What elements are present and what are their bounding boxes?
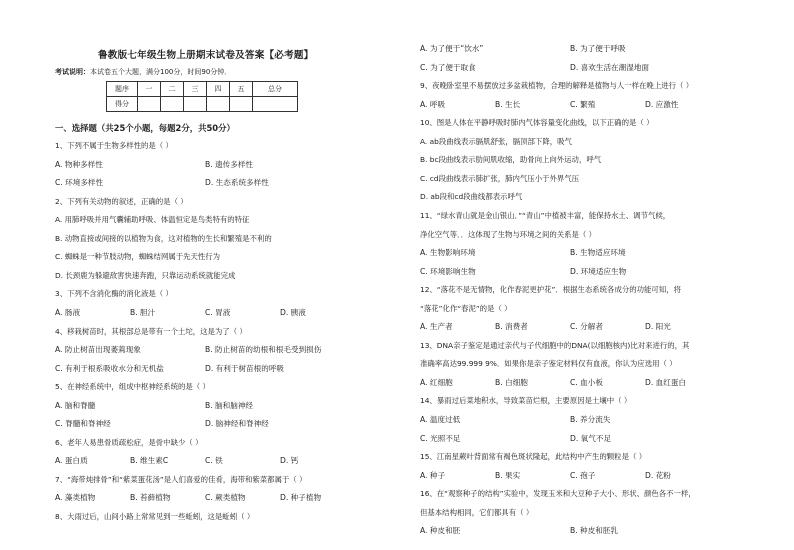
option-item: C. 胃液 (205, 307, 231, 317)
question-line: 1、下列不属于生物多样性的是（ ） (55, 141, 173, 150)
option-item: C. 蕨类植物 (205, 493, 246, 503)
option-item: B. 遗传多样性 (205, 159, 254, 169)
score-cell: 四 (207, 82, 230, 97)
exam-note (55, 67, 231, 78)
option-line: A. ab段曲线表示膈肌舒张，膈顶部下降，吸气 (420, 136, 572, 146)
question-line: 9、夜晚卧室里不易摆放过多盆栽植物，合理的解释是植物与人一样在晚上进行（ ） (420, 81, 694, 91)
question-line: 11、“绿水青山就是金山银山．”“青山”中植被丰富，能保持水土、调节气候， (420, 210, 671, 220)
question-line: 但基本结构相同，它们都具有（ ） (420, 507, 534, 517)
score-cell[interactable] (230, 97, 253, 112)
option-item: D. 阳光 (645, 322, 671, 332)
option-item: B. 脑和脑神经 (205, 400, 254, 410)
option-line: D. 长颈鹿为躲避敌害快速奔跑，只靠运动系统就能完成 (55, 270, 236, 280)
option-item: A. 红细胞 (420, 377, 453, 387)
score-cell: 五 (230, 82, 253, 97)
option-item: C. 为了便于取食 (420, 62, 476, 72)
option-item: B. 消费者 (495, 322, 528, 332)
question-line: 8、大雨过后，山间小路上常常见到一些蚯蚓，这是蚯蚓（ ） (55, 512, 255, 521)
question-line: 16、在“观察种子的结构”实验中，发现玉米和大豆种子大小、形状、颜色各不一样， (420, 489, 696, 499)
option-line: D. ab段和cd段曲线都表示呼气 (420, 192, 523, 202)
option-item: D. 钙 (280, 456, 299, 466)
score-cell[interactable] (184, 97, 207, 112)
option-item: D. 种子植物 (280, 493, 322, 503)
option-item: B. 白细胞 (495, 377, 528, 387)
option-item: B. 种皮和胚乳 (570, 526, 619, 536)
option-item: B. 苔藓植物 (130, 493, 171, 503)
option-item: C. 脊髓和脊神经 (55, 419, 111, 429)
score-cell[interactable] (253, 97, 298, 112)
question-line: 6、老年人易患骨质疏松症，是骨中缺少（ ） (55, 437, 203, 447)
option-item: A. 种子 (420, 470, 446, 480)
question-line: 10、图是人体在平静呼吸时肺内气体容量变化曲线，以下正确的是（ ） (420, 118, 654, 128)
option-item: B. 生长 (495, 99, 521, 109)
option-item: B. 胆汁 (130, 307, 156, 317)
option-item: A. 物种多样性 (55, 159, 103, 169)
option-item: D. 环境适应生物 (570, 266, 627, 276)
option-line: C. cd段曲线表示肺扩张，肺内气压小于外界气压 (420, 173, 580, 183)
note-text: 本试卷五个大题，满分100分，时间90分钟． (90, 68, 232, 76)
question-line: 14、暴雨过后菜地积水，导致菜苗烂根，主要原因是土壤中（ ） (420, 396, 632, 406)
option-item: C. 分解者 (570, 322, 603, 332)
score-table (106, 81, 298, 112)
option-item: B. 维生素C (130, 456, 169, 466)
option-item: B. 防止树苗的幼根和根毛受到损伤 (205, 345, 322, 355)
score-cell[interactable] (207, 97, 230, 112)
option-item: D. 喜欢生活在潮湿地面 (570, 62, 650, 72)
option-line: B. bc段曲线表示肋间肌收缩，助骨向上向外运动，呼气 (420, 155, 602, 165)
question-line: 12、“落花不是无情物，化作春泥更护花”．根据生态系统各成分的功能可知，将 (420, 285, 681, 295)
option-item: A. 蛋白质 (55, 456, 88, 466)
option-item: A. 生物影响环境 (420, 248, 476, 258)
option-item: D. 花粉 (645, 470, 671, 480)
option-item: D. 应激性 (645, 99, 679, 109)
question-line: 7、“海带炖排骨”和“紫菜蛋花汤”是人们喜爱的佳肴，海带和紫菜都属于（ ） (55, 474, 307, 484)
option-item: C. 光照不足 (420, 433, 461, 443)
option-item: A. 脑和脊髓 (55, 400, 96, 410)
question-line: 净化空气等．．这体现了生物与环境之间的关系是（ ） (420, 229, 597, 239)
score-cell: 总分 (253, 82, 298, 97)
option-item: D. 血红蛋白 (645, 377, 687, 387)
option-item: B. 为了便于呼吸 (570, 44, 626, 53)
option-item: C. 繁殖 (570, 99, 596, 109)
option-item: C. 孢子 (570, 470, 596, 480)
question-line: 13、DNA亲子鉴定是通过亲代与子代细胞中的DNA(以细胞核内)比对来进行的，其 (420, 340, 690, 350)
note-label: 考试说明： (55, 68, 90, 76)
option-item: D. 脑神经和脊神经 (205, 419, 269, 429)
option-item: C. 环境多样性 (55, 178, 104, 188)
question-line: 3、下列不含消化酶的消化液是（ ） (55, 289, 173, 299)
question-line: 准确率高达99.999 9%．如果你是亲子鉴定材料仅有血液，你认为应选用（ ） (420, 359, 677, 369)
score-header-row (107, 82, 298, 97)
option-item: C. 铁 (205, 456, 223, 466)
option-item: A. 防止树苗出现萎蔫现象 (55, 345, 141, 355)
option-item: B. 生物适应环境 (570, 248, 626, 258)
option-item: A. 藻类植物 (55, 493, 96, 503)
option-item: A. 生产者 (420, 322, 453, 332)
option-item: B. 果实 (495, 470, 521, 480)
question-line: “落花”化作“春泥”的是（ ） (420, 303, 512, 313)
question-line: 4、移栽树苗时，其根部总是带有一个土坨，这是为了（ ） (55, 326, 247, 336)
question-line: 5、在神经系统中，组成中枢神经系统的是（ ） (55, 382, 210, 392)
page-title: 鲁教版七年级生物上册期末试卷及答案【必考题】 (98, 50, 314, 61)
option-item: A. 呼吸 (420, 99, 446, 109)
option-item: D. 生态系统多样性 (205, 178, 269, 188)
score-value-row (107, 97, 298, 112)
option-item: D. 有利于树苗根的呼吸 (205, 363, 285, 373)
option-item: C. 环境影响生物 (420, 266, 476, 276)
option-item: A. 种皮和胚 (420, 526, 461, 536)
option-item: D. 氧气不足 (570, 433, 612, 443)
score-cell: 二 (161, 82, 184, 97)
question-line: 2、下列有关动物的叙述，正确的是（ ） (55, 196, 188, 206)
score-cell: 一 (138, 82, 161, 97)
option-item: B. 养分流失 (570, 415, 611, 424)
option-line: B. 动物直接或间接的以植物为食，这对植物的生长和繁殖是不利的 (55, 233, 272, 243)
score-cell: 三 (184, 82, 207, 97)
option-item: C. 有利于根系吸收水分和无机盐 (55, 363, 164, 373)
option-line: C. 蜘蛛是一种节肢动物，蜘蛛结网属于先天性行为 (55, 252, 221, 262)
score-cell: 题序 (107, 82, 138, 97)
option-item: A. 为了便于“饮水” (420, 44, 484, 53)
score-cell[interactable] (161, 97, 184, 112)
option-line: A. 用肺呼吸并用气囊辅助呼吸、体温恒定是鸟类特有的特征 (55, 215, 250, 225)
option-item: C. 血小板 (570, 377, 603, 387)
score-cell[interactable] (138, 97, 161, 112)
score-cell: 得分 (107, 97, 138, 112)
question-line: 15、江南星蕨叶背面常有褐色斑状隆起，此结构中产生的颗粒是（ ） (420, 452, 647, 462)
option-item: A. 温度过低 (420, 415, 461, 424)
option-item: A. 肠液 (55, 307, 81, 317)
section-heading: 一、选择题（共25个小题，每题2分，共50分） (55, 123, 235, 133)
option-item: D. 胰液 (280, 307, 306, 317)
